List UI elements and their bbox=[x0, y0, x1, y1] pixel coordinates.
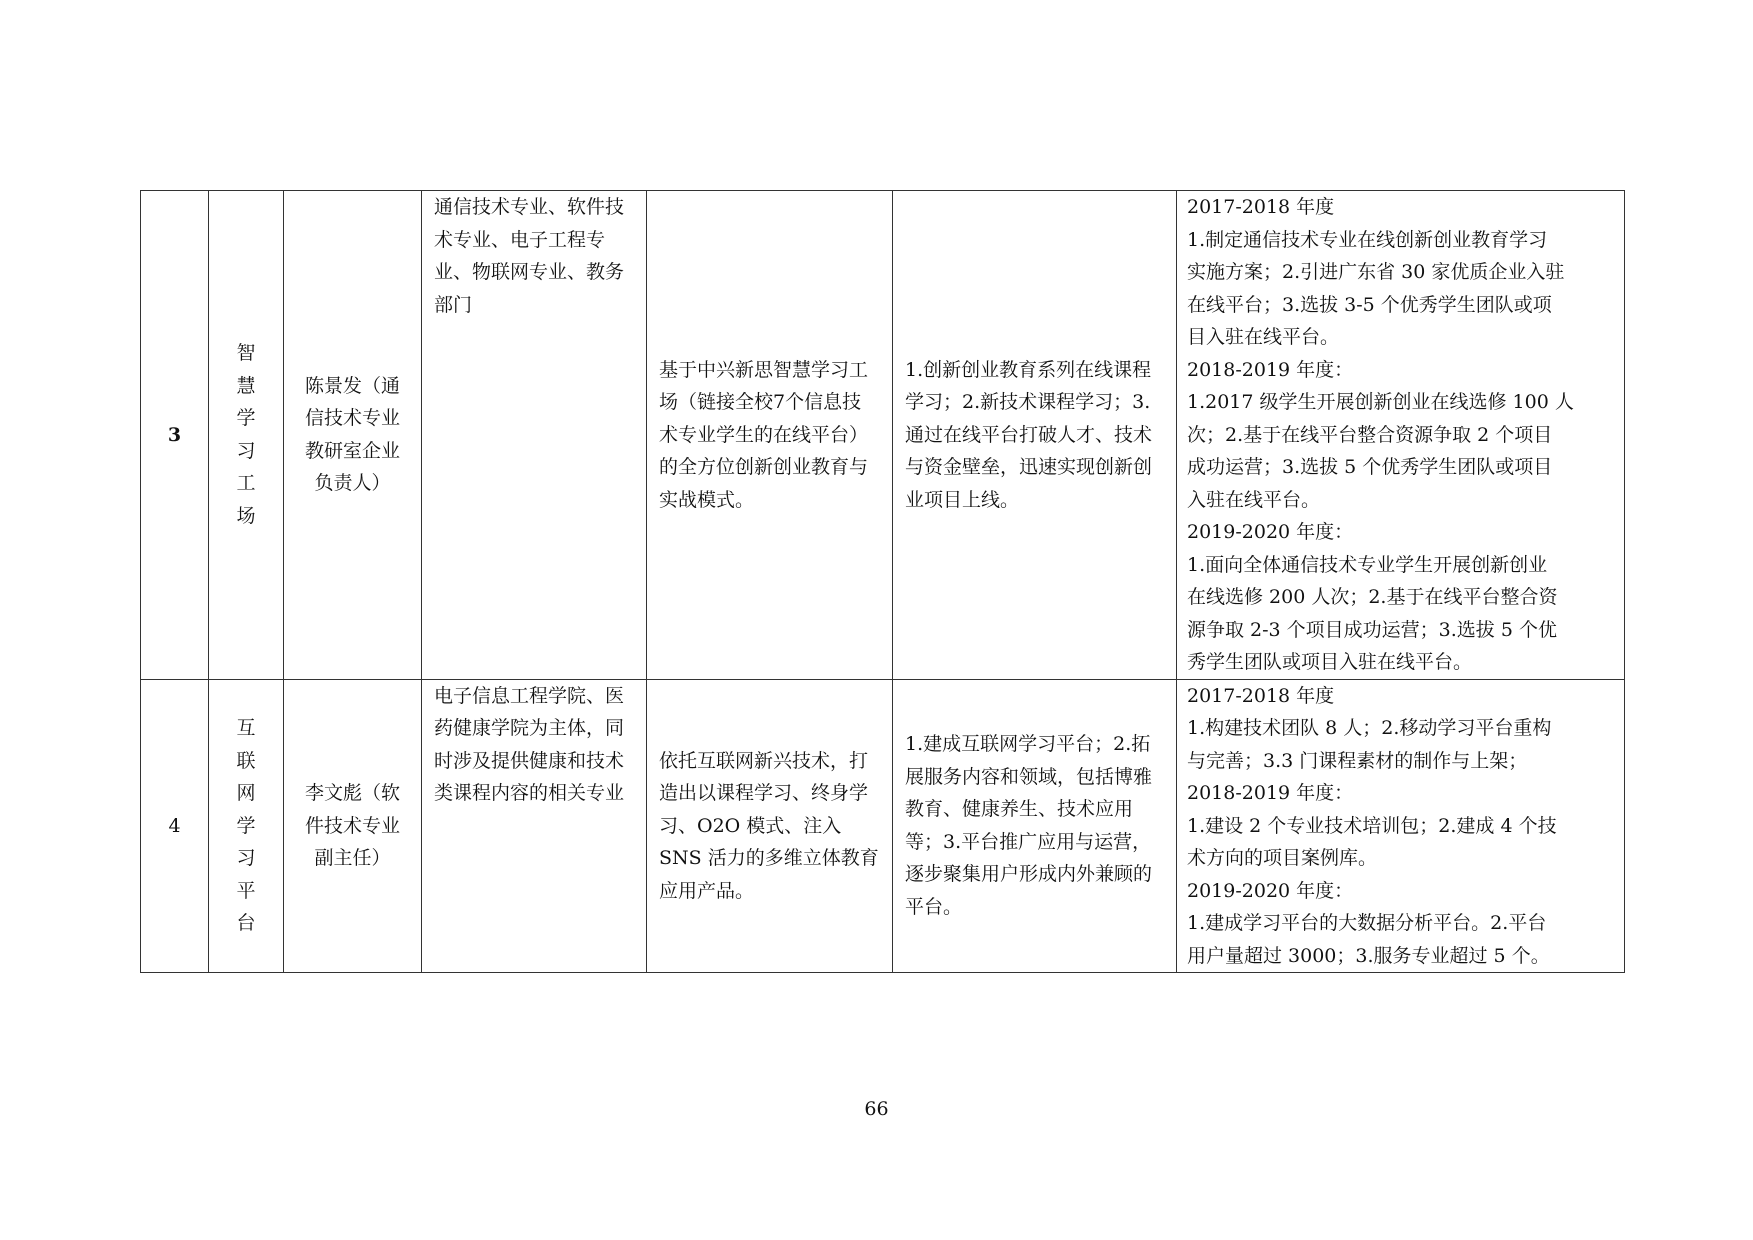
project-name: 互联网学习平台 bbox=[209, 679, 284, 973]
row-index: 4 bbox=[141, 679, 209, 973]
plan-line: 次；2.基于在线平台整合资源争取 2 个项目 bbox=[1187, 423, 1553, 446]
project-content: 依托互联网新兴技术，打造出以课程学习、终身学习、O2O 模式、注入 SNS 活力的多维立体教育应用产品。 bbox=[647, 679, 893, 973]
project-name: 智慧学习工场 bbox=[209, 191, 284, 680]
project-scope: 通信技术专业、软件技术专业、电子工程专业、物联网专业、教务部门 bbox=[422, 191, 647, 680]
project-plan bbox=[1177, 191, 1625, 680]
plan-line: 2018-2019 年度： bbox=[1187, 358, 1354, 381]
plan-line: 2019-2020 年度： bbox=[1187, 879, 1354, 902]
plan-line: 2018-2019 年度： bbox=[1187, 782, 1354, 804]
plan-line: 1.面向全体通信技术专业学生开展创新创业 bbox=[1187, 553, 1548, 576]
plan-line: 1.建设 2 个专业技术培训包；2.建成 4 个技 bbox=[1187, 814, 1557, 837]
plan-line: 2017-2018 年度 bbox=[1187, 684, 1335, 707]
table-row bbox=[141, 191, 1625, 680]
plan-line: 实施方案；2.引进广东省 30 家优质企业入驻 bbox=[1187, 261, 1565, 283]
plan-line: 1.2017 级学生开展创新创业在线选修 100 人 bbox=[1187, 391, 1574, 413]
project-scope: 电子信息工程学院、医药健康学院为主体，同时涉及提供健康和技术类课程内容的相关专业 bbox=[422, 679, 647, 973]
plan-line: 秀学生团队或项目入驻在线平台。 bbox=[1187, 651, 1473, 673]
plan-line: 目入驻在线平台。 bbox=[1187, 326, 1340, 348]
project-goals: 1.创新创业教育系列在线课程学习；2.新技术课程学习；3.通过在线平台打破人才、技术与资金壁垒，迅速实现创新创业项目上线。 bbox=[893, 191, 1177, 680]
project-goals: 1.建成互联网学习平台；2.拓展服务内容和领域，包括博雅教育、健康养生、技术应用等；3.平台推广应用与运营，逐步聚集用户形成内外兼顾的平台。 bbox=[893, 679, 1177, 973]
project-plan bbox=[1177, 679, 1625, 973]
project-content: 基于中兴新思智慧学习工场（链接全校7个信息技术专业学生的在线平台）的全方位创新创业教育与实战模式。 bbox=[647, 191, 893, 680]
plan-line: 源争取 2-3 个项目成功运营；3.选拔 5 个优 bbox=[1187, 618, 1557, 641]
plan-line: 2019-2020 年度： bbox=[1187, 521, 1354, 543]
plan-line: 1.构建技术团队 8 人；2.移动学习平台重构 bbox=[1187, 717, 1552, 739]
plan-line: 1.制定通信技术专业在线创新创业教育学习 bbox=[1187, 228, 1548, 251]
table-row bbox=[141, 679, 1625, 973]
plan-line: 在线平台；3.选拔 3-5 个优秀学生团队或项 bbox=[1187, 293, 1552, 316]
row-index: 3 bbox=[141, 191, 209, 680]
plan-line: 用户量超过 3000；3.服务专业超过 5 个。 bbox=[1187, 944, 1550, 967]
project-lead: 陈景发（通信技术专业教研室企业负责人） bbox=[284, 191, 422, 680]
plan-line: 入驻在线平台。 bbox=[1187, 488, 1321, 511]
plan-line: 2017-2018 年度 bbox=[1187, 196, 1335, 218]
plan-line: 在线选修 200 人次；2.基于在线平台整合资 bbox=[1187, 586, 1558, 608]
plan-line: 成功运营；3.选拔 5 个优秀学生团队或项目 bbox=[1187, 456, 1553, 478]
project-table bbox=[140, 190, 1625, 973]
plan-line: 1.建成学习平台的大数据分析平台。2.平台 bbox=[1187, 912, 1547, 934]
plan-line: 术方向的项目案例库。 bbox=[1187, 847, 1378, 869]
plan-line: 与完善；3.3 门课程素材的制作与上架； bbox=[1187, 749, 1528, 772]
page-number: 66 bbox=[864, 1098, 889, 1120]
project-lead: 李文彪（软件技术专业副主任） bbox=[284, 679, 422, 973]
